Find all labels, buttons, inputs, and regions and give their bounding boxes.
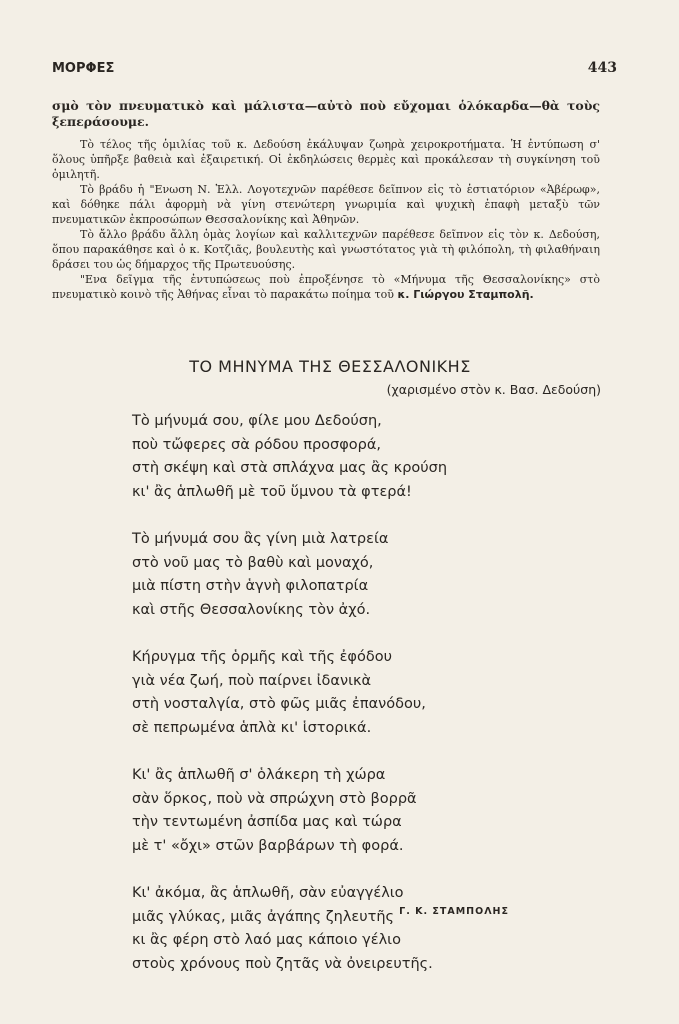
poem-line: Κι' ἀκόμα, ἂς ἁπλωθῆ, σὰν εὐαγγέλιο [132, 885, 404, 901]
poem-line: στὴ νοσταλγία, στὸ φῶς μιᾶς ἐπανόδου, [132, 696, 426, 712]
stanza-2 [132, 528, 532, 622]
paragraph-4-text: "Ενα δεῖγμα τῆς ἐντυπώσεως ποὺ ἐπροξένησε τὸ «Μήνυμα τῆς Θεσσαλονίκης» στὸ πνευματικὸ κοινὸ τῆς Ἀθήνας εἶναι τὸ παρακάτω ποίημα τοῦ [52, 273, 600, 301]
poem-line: καὶ στῆς Θεσσαλονίκης τὸν ἀχό. [132, 601, 371, 618]
poem-line: στὸ νοῦ μας τὸ βαθὺ καὶ μοναχό, [132, 554, 374, 571]
poem-line: σὲ πεπρωμένα ἁπλὰ κι' ἱστορικά. [132, 719, 372, 736]
poet-name: κ. Γιώργου Σταμπολῆ. [397, 288, 534, 301]
paragraph-2: Τὸ βράδυ ἡ "Ενωση Ν. Ἑλλ. Λογοτεχνῶν παρέθεσε δεῖπνον εἰς τὸ ἑστιατόριον «Ἀβέρωφ», καὶ δόθηκε πάλι ἀφορμὴ νὰ γίνη στενώτερη γνωριμία καὶ ψυχικὴ ἐπαφὴ μεταξὺ τῶν πνευματικῶν ἐκπροσώπων Θεσσαλονίκης καὶ Ἀθηνῶν. [52, 183, 600, 226]
poem-dedication: (χαρισμένο στὸν κ. Βασ. Δεδούση) [386, 382, 601, 397]
poem-line: στὴ σκέψη καὶ στὰ σπλάχνα μας ἂς κρούση [132, 460, 448, 476]
poem-line: στοὺς χρόνους ποὺ ζητᾶς νὰ ὀνειρευτῆς. [132, 955, 433, 972]
poem-line: μιὰ πίστη στὴν ἁγνὴ φιλοπατρία [132, 578, 369, 594]
paragraph-continuation: σμὸ τὸν πνευματικὸ καὶ μάλιστα—αὐτὸ ποὺ εὔχομαι ὁλόκαρδα—θὰ τοὺς ξεπεράσουμε. [52, 98, 600, 129]
stanza-5 [132, 882, 532, 976]
poem-title: ΤΟ ΜΗΝΥΜΑ ΤΗΣ ΘΕΣΣΑΛΟΝΙΚΗΣ [189, 357, 471, 376]
page-number: 443 [587, 60, 617, 76]
poem-line: Τὸ μήνυμά σου ἂς γίνη μιὰ λατρεία [132, 531, 389, 547]
paragraph-3: Τὸ ἄλλο βράδυ ἄλλη ὁμὰς λογίων καὶ καλλιτεχνῶν παρέθεσε δεῖπνον εἰς τὸν κ. Δεδούση, ὅπου παρακάθησε καὶ ὁ κ. Κοτζιᾶς, βουλευτὴς καὶ γνωστότατος γιὰ τὴ φιλόπολη, τὴ φιλαθήναιη δράσει του ὡς δήμαρχος τῆς Πρωτευούσης. [52, 228, 600, 271]
poem-line: Τὸ μήνυμά σου, φίλε μου Δεδούση, [132, 413, 382, 429]
poem-line: Κι' ἂς ἁπλωθῆ σ' ὁλάκερη τὴ χώρα [132, 767, 386, 783]
poem-line: σὰν ὅρκος, ποὺ νὰ σπρώχνη στὸ βορρᾶ [132, 790, 417, 807]
poem-line: κι ἂς φέρη στὸ λαό μας κάποιο γέλιο [132, 932, 401, 948]
poem-signature: Γ. Κ. ΣΤΑΜΠΟΛΗΣ [399, 906, 509, 917]
stanza-3 [132, 646, 532, 740]
poem-line: ποὺ τὤφερες σὰ ρόδου προσφορά, [132, 436, 382, 453]
article-text [52, 98, 600, 302]
journal-title: ΜΟΡΦΕΣ [52, 61, 115, 76]
poem-line: τὴν τεντωμένη ἀσπίδα μας καὶ τώρα [132, 814, 402, 830]
poem-line: Κήρυγμα τῆς ὁρμῆς καὶ τῆς ἐφόδου [132, 649, 392, 665]
poem-line: κι' ἂς ἁπλωθῆ μὲ τοῦ ὕμνου τὰ φτερά! [132, 483, 412, 500]
page-header [52, 60, 617, 76]
poem-line: μὲ τ' «ὄχι» στῶν βαρβάρων τὴ φορά. [132, 837, 404, 854]
paragraph-1: Τὸ τέλος τῆς ὁμιλίας τοῦ κ. Δεδούση ἐκάλυψαν ζωηρὰ χειροκροτήματα. Ἡ ἐντύπωση σ' ὅλους ὑπῆρξε βαθειὰ καὶ ἐξαιρετική. Οἱ ἐκδηλώσεις θερμὲς καὶ προκάλεσαν τὴ συγκίνηση τοῦ ὁμιλητῆ. [52, 138, 600, 181]
stanza-1 [132, 410, 532, 504]
paragraph-4 [52, 272, 600, 302]
stanza-4 [132, 764, 532, 858]
poem-line: μιᾶς γλύκας, μιᾶς ἀγάπης ζηλευτῆς [132, 908, 395, 925]
poem-line: γιὰ νέα ζωή, ποὺ παίρνει ἰδανικὰ [132, 672, 372, 689]
